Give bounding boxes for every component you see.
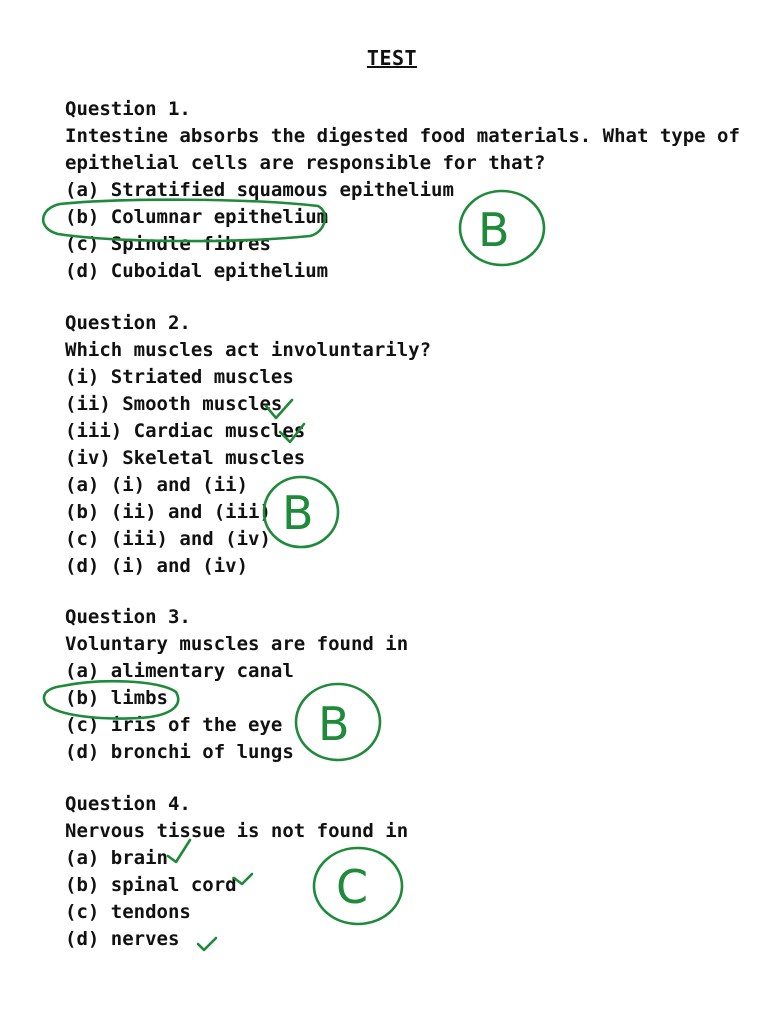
question-heading: Question 3.	[65, 606, 191, 628]
option-c: (c) iris of the eye	[65, 714, 283, 736]
question-prompt: Intestine absorbs the digested food materials. What type of epithelial cells are responsible for that?	[65, 125, 740, 174]
option-d: (d) (i) and (iv)	[65, 555, 249, 577]
option-b: (b) (ii) and (iii)	[65, 501, 271, 523]
option-a: (a) Stratified squamous epithelium	[65, 179, 454, 201]
question-heading: Question 2.	[65, 312, 191, 334]
answer-letter-q3: B	[318, 697, 350, 751]
question-prompt: Nervous tissue is not found in	[65, 820, 409, 842]
question-1	[65, 96, 745, 285]
question-3	[65, 604, 745, 766]
answer-letter-q1: B	[478, 203, 510, 257]
option-d: (d) nerves	[65, 928, 180, 950]
answer-letter-q4: C	[336, 860, 369, 914]
option-c: (c) tendons	[65, 901, 191, 923]
statement-ii: (ii) Smooth muscles	[65, 393, 283, 415]
statement-iii: (iii) Cardiac muscles	[65, 420, 306, 442]
answer-letter-q2: B	[282, 486, 314, 540]
option-b: (b) Columnar epithelium	[65, 206, 329, 228]
option-a: (a) brain	[65, 847, 168, 869]
option-a: (a) alimentary canal	[65, 660, 294, 682]
option-b: (b) limbs	[65, 687, 168, 709]
option-d: (d) Cuboidal epithelium	[65, 260, 329, 282]
statement-i: (i) Striated muscles	[65, 366, 294, 388]
option-c: (c) Spindle fibres	[65, 233, 271, 255]
statement-iv: (iv) Skeletal muscles	[65, 447, 306, 469]
question-heading: Question 1.	[65, 98, 191, 120]
question-4	[65, 791, 745, 953]
question-heading: Question 4.	[65, 793, 191, 815]
question-prompt: Voluntary muscles are found in	[65, 633, 409, 655]
option-a: (a) (i) and (ii)	[65, 474, 249, 496]
page-title: TEST	[366, 46, 418, 70]
question-prompt: Which muscles act involuntarily?	[65, 339, 432, 361]
option-c: (c) (iii) and (iv)	[65, 528, 271, 550]
option-d: (d) bronchi of lungs	[65, 741, 294, 763]
question-2	[65, 310, 745, 580]
option-b: (b) spinal cord	[65, 874, 237, 896]
